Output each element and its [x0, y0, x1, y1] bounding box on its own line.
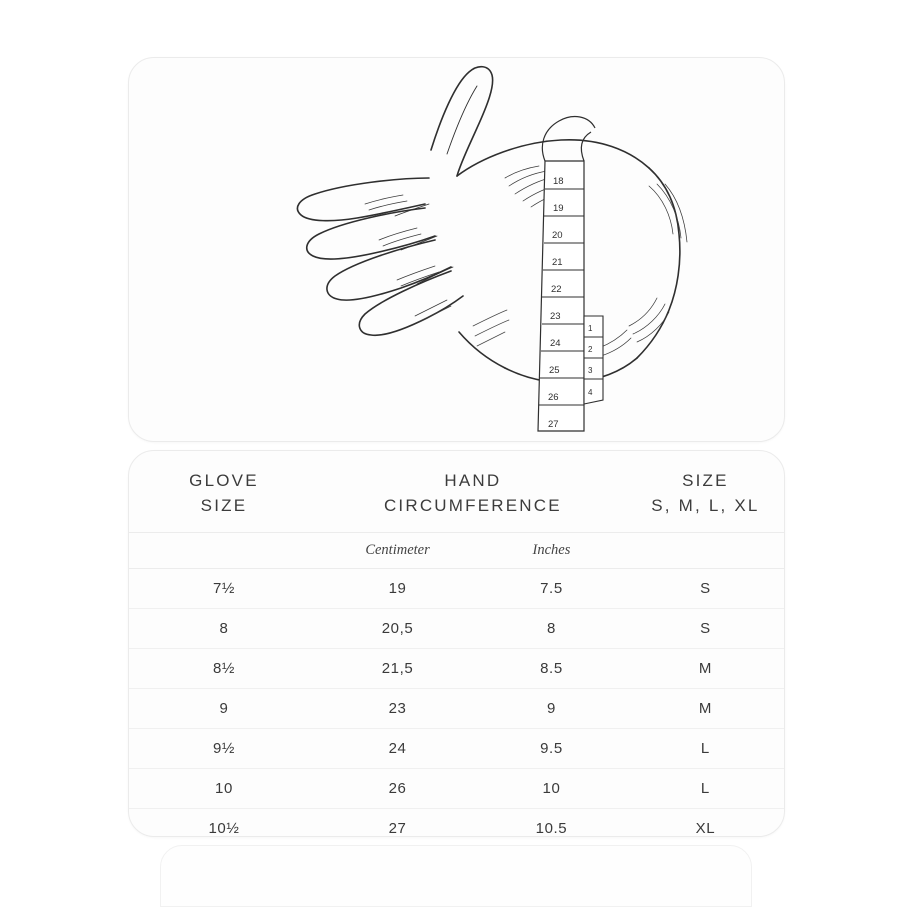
- header-glove-size-line2: SIZE: [200, 495, 248, 515]
- cell-letter-size: L: [627, 769, 784, 809]
- cell-cm: 23: [319, 689, 476, 729]
- hand-illustration-card: [128, 57, 785, 442]
- subheader-inches: Inches: [476, 533, 627, 569]
- table-subheader-row: [129, 533, 784, 569]
- cell-inches: 7.5: [476, 569, 627, 609]
- cell-glove-size: 7½: [129, 569, 319, 609]
- cell-glove-size: 8: [129, 609, 319, 649]
- next-card-edge: [160, 845, 752, 907]
- table-row: [129, 649, 784, 689]
- subheader-blank-right: [627, 533, 784, 569]
- tape-inch-label: 4: [588, 388, 593, 397]
- table-header-row: [129, 451, 784, 533]
- cell-glove-size: 9: [129, 689, 319, 729]
- cell-inches: 10: [476, 769, 627, 809]
- cell-inches: 8.5: [476, 649, 627, 689]
- table-row: [129, 609, 784, 649]
- table-row: [129, 769, 784, 809]
- tape-inch-label: 2: [588, 345, 593, 354]
- size-table-body: [129, 569, 784, 837]
- tape-cm-label: 22: [551, 284, 562, 295]
- tape-cm-label: 27: [548, 419, 559, 430]
- size-table: [129, 451, 784, 837]
- cell-glove-size: 8½: [129, 649, 319, 689]
- tape-cm-label: 20: [552, 230, 563, 241]
- cell-letter-size: L: [627, 729, 784, 769]
- cell-cm: 24: [319, 729, 476, 769]
- cell-cm: 26: [319, 769, 476, 809]
- cell-cm: 20,5: [319, 609, 476, 649]
- cell-letter-size: M: [627, 689, 784, 729]
- cell-letter-size: S: [627, 609, 784, 649]
- header-hand-circumference: [319, 451, 627, 533]
- cell-letter-size: M: [627, 649, 784, 689]
- tape-inch-label: 3: [588, 366, 593, 375]
- subheader-centimeter: Centimeter: [319, 533, 476, 569]
- subheader-blank-left: [129, 533, 319, 569]
- header-size-letter: [627, 451, 784, 533]
- header-glove-size: [129, 451, 319, 533]
- cell-cm: 19: [319, 569, 476, 609]
- table-row: [129, 809, 784, 837]
- tape-cm-label: 24: [550, 338, 561, 349]
- cell-letter-size: S: [627, 569, 784, 609]
- tape-cm-label: 25: [549, 365, 560, 376]
- cell-glove-size: 9½: [129, 729, 319, 769]
- cell-glove-size: 10½: [208, 820, 240, 837]
- tape-cm-label: 23: [550, 311, 561, 322]
- tape-measure-inches: [584, 316, 603, 404]
- cell-cm: 21,5: [319, 649, 476, 689]
- header-size-letter-line1: SIZE: [682, 471, 729, 490]
- header-size-letter-line2: S, M, L, XL: [651, 495, 760, 515]
- header-hand-circumference-line2: CIRCUMFERENCE: [383, 495, 562, 515]
- cell-cm: 27: [388, 820, 407, 837]
- cell-letter-size: XL: [695, 820, 716, 837]
- table-row: [129, 689, 784, 729]
- table-row: [129, 569, 784, 609]
- cell-inches: 8: [476, 609, 627, 649]
- cell-inches: 9: [476, 689, 627, 729]
- tape-cm-label: 18: [553, 176, 564, 187]
- cell-inches: 10.5: [535, 820, 568, 837]
- cell-inches: 9.5: [476, 729, 627, 769]
- tape-cm-label: 21: [552, 257, 563, 268]
- table-row: [129, 729, 784, 769]
- tape-cm-label: 26: [548, 392, 559, 403]
- header-hand-circumference-line1: HAND: [444, 471, 502, 490]
- tape-cm-label: 19: [553, 203, 564, 214]
- cell-glove-size: 10: [129, 769, 319, 809]
- tape-inch-label: 1: [588, 324, 593, 333]
- header-glove-size-line1: GLOVE: [189, 471, 259, 490]
- hand-with-measuring-tape-illustration: [129, 58, 784, 441]
- size-table-card: [128, 450, 785, 837]
